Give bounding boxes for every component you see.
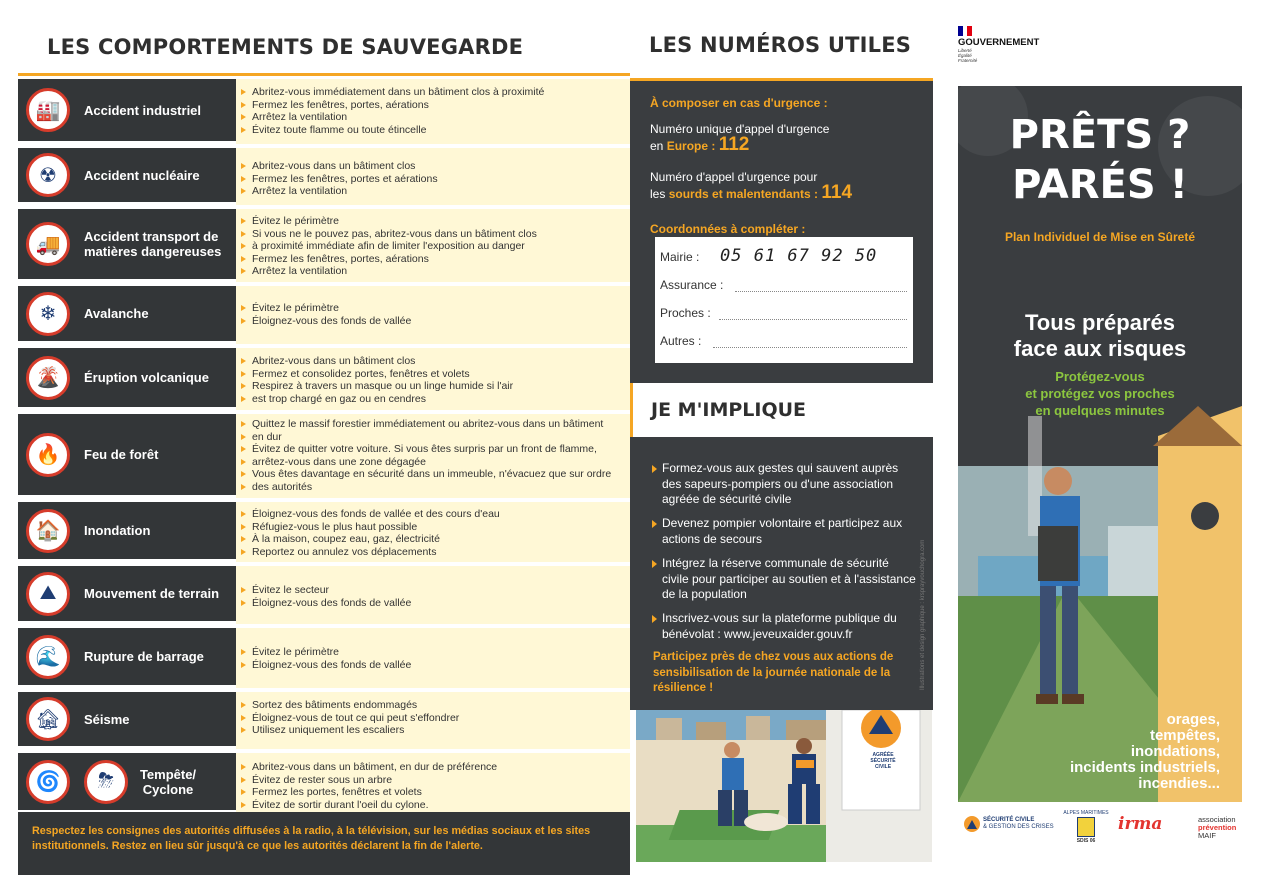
cyclone-icon: ⛈ [84,760,128,804]
behaviour-label: Accident industriel [84,102,202,118]
instruction-item: Abritez-vous dans un bâtiment, en dur de préférence [246,761,624,774]
implique-item-1: Formez-vous aux gestes qui sauvent auprès des sapeurs-pompiers ou d'une association agréée de sécurité civile [662,461,917,508]
deaf-number-block: Numéro d'appel d'urgence pour les sourds et malentendants : 114 [650,170,853,203]
behaviour-row [18,628,630,689]
behaviour-instructions [236,753,630,814]
instruction-item: Éloignez-vous de tout ce qui peut s'effondrer [246,712,624,725]
instruction-item: Utilisez uniquement les escaliers [246,724,624,737]
behaviour-instructions [236,502,630,563]
instruction-item: Éloignez-vous des fonds de vallée [246,315,624,328]
instruction-item: Éloignez-vous des fonds de vallée et des cours d'eau [246,508,624,521]
illustration-credit: Illustrations et design graphique : krsprayvouchogra.com [920,539,926,690]
europe-number: 112 [718,134,750,155]
instruction-item: Fermez les fenêtres, portes et aérations [246,173,624,186]
behaviour-instructions [236,348,630,411]
implique-item-3: Intégrez la réserve communale de sécurité civile pour participer au soutien et à l'assistance de la population [662,556,916,601]
behaviour-label: Mouvement de terrain [84,586,220,601]
irma-logo: irma [1118,814,1163,834]
french-flag-icon [958,26,972,36]
flood-icon: 🏠 [26,509,70,553]
tanker-truck-icon: 🚚 [26,222,70,266]
behaviour-header [18,286,236,345]
behaviour-label: Inondation [84,523,151,538]
behaviour-instructions [236,628,630,689]
contacts-form [655,237,913,363]
instruction-item: Évitez le périmètre [246,215,624,228]
instruction-item: Reportez ou annulez vos déplacements [246,546,624,559]
cover-subtitle: Plan Individuel de Mise en Sûreté [1004,230,1196,244]
behaviour-label: Éruption volcanique [84,370,209,385]
behaviour-row [18,566,630,625]
instruction-item: Respirez à travers un masque ou un linge humide si l'air [246,380,624,393]
instruction-item: Fermez les portes, fenêtres et volets [246,786,624,799]
instruction-item: en dur [246,431,624,444]
behaviour-label: Rupture de barrage [84,649,204,664]
instruction-item: Évitez le périmètre [246,302,624,315]
behaviour-header [18,566,236,625]
cover-green-3: en quelques minutes [1035,403,1165,418]
assurance-field[interactable] [735,291,907,292]
instruction-item: Vous êtes davantage en sécurité dans un immeuble, n'évacuez que sur ordre [246,468,624,481]
europe-number-block: Numéro unique d'appel d'urgence en Europe : 112 [650,122,830,155]
instruction-item: Fermez et consolidez portes, fenêtres et volets [246,368,624,381]
behaviour-label: Avalanche [84,306,149,321]
behaviour-header [18,692,236,750]
behaviour-label: Accident transport de matières dangereuses [84,229,222,259]
autres-label: Autres : [660,334,702,348]
instruction-item: Évitez de sortir durant l'oeil du cylone. [246,799,624,812]
behaviour-label: Tempête/ Cyclone [139,766,197,797]
instruction-item: Éloignez-vous des fonds de vallée [246,597,624,610]
instruction-item: Évitez de rester sous un arbre [246,774,624,787]
agreee-badge-text: AGRÉÉE SÉCURITÉ CIVILE [870,752,896,770]
left-title: LES COMPORTEMENTS DE SAUVEGARDE [47,35,524,59]
behaviour-instructions [236,566,630,625]
instruction-item: Abritez-vous dans un bâtiment clos [246,160,624,173]
cover-panel [958,86,1242,802]
autres-field[interactable] [713,347,907,348]
instruction-item: Évitez le périmètre [246,646,624,659]
instruction-item: des autorités [246,481,624,494]
behaviour-instructions [236,209,630,283]
instruction-item: Fermez les fenêtres, portes, aérations [246,99,624,112]
securite-civile-logo: SÉCURITÉ CIVILE & GESTION DES CRISES [964,816,1054,832]
dam-break-icon: 🌊 [26,635,70,679]
behaviour-label: Feu de forêt [84,447,159,462]
behaviour-row [18,414,630,499]
behaviour-row [18,692,630,750]
instruction-item: À la maison, coupez eau, gaz, électricité [246,533,624,546]
behaviour-header [18,502,236,563]
behaviour-row [18,79,630,145]
sdis-shield-icon [1077,817,1095,837]
first-aid-illustration [636,710,932,862]
instruction-item: à proximité immédiate afin de limiter l'exposition au danger [246,240,624,253]
cover-tagline-2: face aux risques [1013,336,1187,361]
cover-title-line2: PARÉS ! [1012,162,1188,208]
earthquake-icon: 🏚 [26,697,70,741]
instruction-item: Réfugiez-vous le plus haut possible [246,521,624,534]
instruction-item: arrêtez-vous dans une zone dégagée [246,456,624,469]
behaviour-header [18,414,236,499]
proches-field[interactable] [719,319,907,320]
maif-logo: association prévention MAIF [1198,815,1237,840]
avalanche-icon: ❄ [26,292,70,336]
assurance-label: Assurance : [660,278,724,292]
behaviour-instructions [236,148,630,206]
volcano-icon: 🌋 [26,356,70,400]
instruction-item: Évitez le secteur [246,584,624,597]
nuclear-plant-icon: ☢ [26,153,70,197]
cover-green-1: Protégez-vous [1055,369,1145,384]
landslide-icon: ⛰ [26,572,70,616]
gouvernement-logo: GOUVERNEMENT Liberté Égalité Fraternité [958,26,1039,63]
cover-green-2: et protégez vos proches [1025,386,1175,401]
instruction-item: Arrêtez la ventilation [246,111,624,124]
instruction-item: Arrêtez la ventilation [246,265,624,278]
implique-title: JE M'IMPLIQUE [651,399,807,421]
instruction-item: Abritez-vous dans un bâtiment clos [246,355,624,368]
cover-tagline-1: Tous préparés [1025,310,1175,335]
behaviour-header [18,348,236,411]
behaviour-header [18,209,236,283]
instruction-item: Abritez-vous immédiatement dans un bâtiment clos à proximité [246,86,624,99]
behaviour-instructions [236,286,630,345]
behaviour-header [18,628,236,689]
implique-item-4: Inscrivez-vous sur la plateforme publique du bénévolat : www.jeveuxaider.gouv.fr [662,611,917,642]
behaviour-row [18,348,630,411]
mairie-label: Mairie : [660,250,700,264]
behaviours-table [18,73,630,878]
proches-label: Proches : [660,306,711,320]
coords-heading: Coordonnées à compléter : [650,222,806,236]
instruction-item: Sortez des bâtiments endommagés [246,699,624,712]
behaviour-row [18,148,630,206]
behaviour-row [18,286,630,345]
forest-fire-icon: 🔥 [26,433,70,477]
behaviour-header [18,753,236,814]
cover-risks-list: orages, tempêtes, inondations, incidents industriels, incendies... [1069,711,1220,792]
first-aid-scene-icon [636,710,932,862]
instruction-item: Fermez les fenêtres, portes, aérations [246,253,624,266]
cover-title-line1: PRÊTS ? [1009,112,1191,158]
instruction-item: Évitez de quitter votre voiture. Si vous êtes surpris par un front de flamme, [246,443,624,456]
behaviour-row [18,209,630,283]
behaviour-row [18,502,630,563]
storm-icon: 🌀 [26,760,70,804]
behaviour-instructions [236,414,630,499]
behaviour-label: Séisme [84,711,130,727]
behaviour-instructions [236,79,630,145]
implique-title-bar [630,383,933,437]
mairie-field[interactable]: 05 61 67 92 50 [720,246,878,266]
factory-icon: 🏭 [26,88,70,132]
behaviour-header [18,148,236,206]
instruction-item: Éloignez-vous des fonds de vallée [246,659,624,672]
behaviour-instructions [236,692,630,750]
behaviour-header [18,79,236,145]
implique-item-2: Devenez pompier volontaire et participez aux actions de secours [662,516,917,547]
instruction-item: Si vous ne le pouvez pas, abritez-vous dans un bâtiment clos [246,228,624,241]
footer-note: Respectez les consignes des autorités diffusées à la radio, à la télévision, sur les médias sociaux et les sites institutionnels. Restez en lieu sûr jusqu'à ce que les autorités déclarent la fin de l'alerte. [18,812,630,875]
civil-security-icon [964,816,980,832]
behaviour-label: Accident nucléaire [84,167,200,183]
instruction-item: Évitez toute flamme ou toute étincelle [246,124,624,137]
instruction-item: Arrêtez la ventilation [246,185,624,198]
middle-title: LES NUMÉROS UTILES [649,33,912,57]
emergency-heading: À composer en cas d'urgence : [650,96,828,110]
implique-closing: Participez près de chez vous aux actions de sensibilisation de la journée nationale de la résilience ! [653,651,894,694]
instruction-item: Quittez le massif forestier immédiatement ou abritez-vous dans un bâtiment [246,418,624,431]
behaviour-row [18,753,630,814]
sdis-logo: ALPES MARITIMES SDIS 06 [1063,810,1109,844]
instruction-item: est trop chargé en gaz ou en cendres [246,393,624,406]
deaf-number: 114 [821,182,853,203]
